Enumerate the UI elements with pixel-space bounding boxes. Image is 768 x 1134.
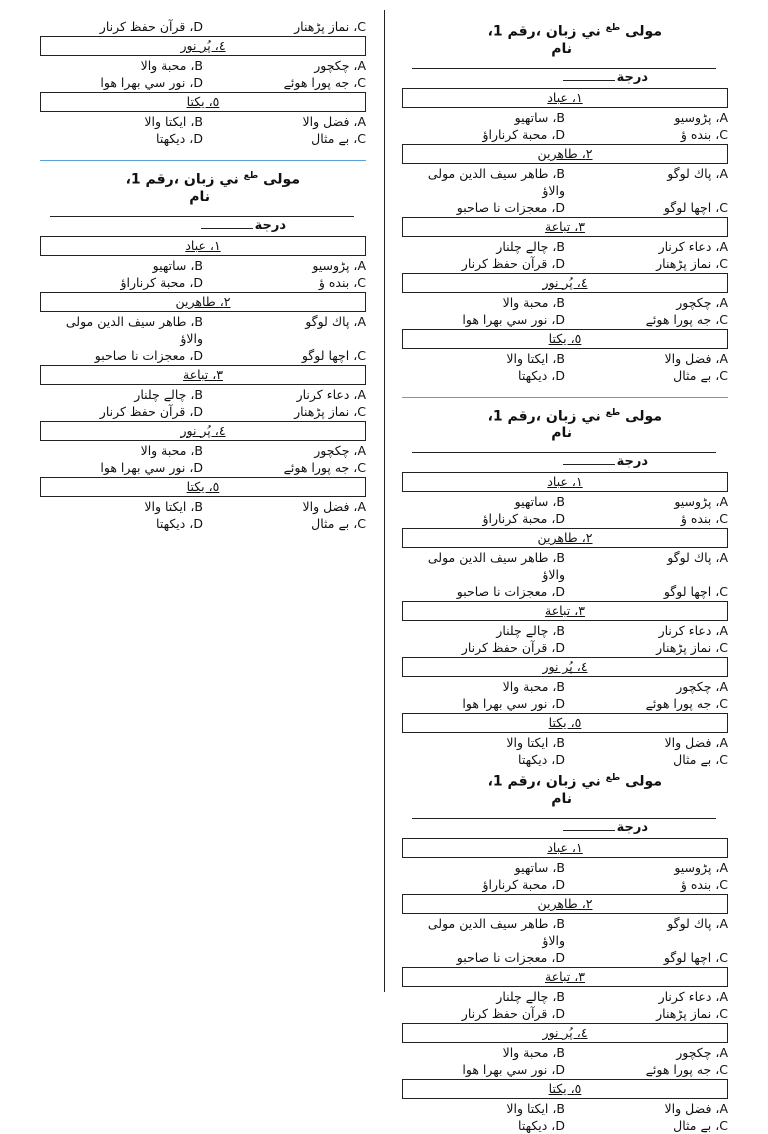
question-title-text: ٢، طاهرين — [537, 145, 593, 161]
quiz-header — [402, 405, 728, 472]
option-b-d: D، محبة كرناراؤ — [120, 274, 203, 290]
option-row — [402, 1100, 728, 1117]
option-row — [40, 113, 366, 130]
option-b-d: D، معجزات نا صاحبو — [94, 347, 203, 363]
question-title-text: ٢، طاهرين — [175, 293, 231, 309]
option-a-c: A، فضل والا — [664, 1100, 728, 1116]
question-title — [402, 329, 728, 349]
option-row — [402, 622, 728, 639]
option-a-c: A، پڑوسيو — [674, 859, 728, 875]
option-b-d: B، محبة والا — [502, 1044, 565, 1060]
question-title-text: ١، عباد — [547, 474, 583, 490]
quiz-block — [40, 168, 366, 532]
title-rest: ني زبان ،رقم 1، — [487, 773, 601, 790]
option-b-d: D، ديكهتا — [518, 367, 565, 383]
option-a-c: C، بنده ؤ — [680, 876, 728, 892]
option-b-d: D، محبة كرناراؤ — [482, 126, 565, 142]
question-section — [402, 88, 728, 143]
option-row — [402, 1005, 728, 1022]
option-a-c: C، بے مثال — [673, 752, 728, 768]
option-a-c: A، پڑوسيو — [674, 109, 728, 125]
option-b-d: D، معجزات نا صاحبو — [456, 584, 565, 600]
quiz-title — [402, 20, 728, 41]
question-section — [402, 1079, 728, 1134]
option-b-d: D، قرآن حفظ كرنار — [99, 19, 203, 34]
option-a-c: C، جه پورا هوئے — [283, 75, 366, 90]
option-row — [402, 734, 728, 751]
option-row — [402, 126, 728, 143]
question-section — [402, 528, 728, 600]
option-b-d: D، نور سي بهرا هوا — [462, 1061, 565, 1077]
option-row — [40, 515, 366, 532]
question-title-text: ٣، تباعة — [545, 218, 585, 234]
option-a-c: A، دعاء كرنار — [658, 988, 728, 1004]
name-label: نام — [551, 790, 572, 807]
option-row — [402, 238, 728, 255]
question-title-text: ١، عباد — [547, 839, 583, 855]
option-b-d: D، قرآن حفظ كرنار — [99, 403, 203, 419]
option-b-d: D، محبة كرناراؤ — [482, 876, 565, 892]
option-b-d: B، چالے چلنار — [496, 988, 565, 1004]
option-b-d: D، ديكهتا — [156, 515, 203, 531]
option-a-c: C، جه پورا هوئے — [645, 696, 728, 712]
option-a-c: C، بے مثال — [673, 1117, 728, 1133]
option-b-d: B، ايكتا والا — [144, 498, 203, 514]
question-section — [40, 421, 366, 476]
option-a-c: C، اچها لوگو — [663, 584, 728, 600]
question-section — [402, 273, 728, 328]
quiz-header — [40, 168, 366, 235]
option-a-c: A، پڑوسيو — [312, 257, 366, 273]
option-b-d: B، ساتهيو — [152, 257, 203, 273]
option-a-c: C، نماز پڑهنار — [656, 640, 728, 656]
option-a-c: A، فضل والا — [302, 498, 366, 514]
name-label: نام — [551, 40, 572, 57]
option-row — [40, 57, 366, 74]
title-main: مولی — [625, 23, 662, 40]
option-row — [40, 347, 366, 364]
option-a-c: A، دعاء كرنار — [658, 623, 728, 639]
grade-blank-line — [563, 80, 615, 81]
option-b-d: B، طاهر سيف الدين مولى والاؤ — [427, 550, 565, 583]
title-superscript: طع — [243, 171, 259, 181]
quiz-header — [402, 770, 728, 837]
question-title-text: ٣، تباعة — [545, 603, 585, 619]
option-row — [40, 386, 366, 403]
question-title-text: ٤، پُر نور — [180, 38, 226, 53]
option-a-c: A، پاك لوگو — [667, 550, 728, 566]
option-row — [402, 639, 728, 656]
question-section — [40, 236, 366, 291]
option-row — [402, 695, 728, 712]
option-b-d: D، معجزات نا صاحبو — [456, 949, 565, 965]
question-section — [40, 36, 366, 91]
grade-row — [402, 453, 728, 471]
option-a-c: C، بے مثال — [673, 367, 728, 383]
grade-label: درجة — [616, 819, 648, 835]
question-title — [40, 36, 366, 56]
option-a-c: A، چكچور — [676, 1044, 728, 1060]
option-b-d: D، محبة كرناراؤ — [482, 511, 565, 527]
option-b-d: D، ديكهتا — [518, 752, 565, 768]
option-a-c: A، دعاء كرنار — [658, 238, 728, 254]
option-row — [402, 549, 728, 583]
question-title-text: ٤، پُر نور — [542, 274, 588, 290]
option-row — [40, 403, 366, 420]
name-label: نام — [189, 188, 210, 205]
question-title-text: ٥، يكتا — [548, 330, 582, 346]
question-title — [40, 236, 366, 256]
option-row — [402, 859, 728, 876]
name-blank-line — [412, 807, 716, 819]
question-title — [402, 713, 728, 733]
option-b-d: B، ايكتا والا — [144, 114, 203, 129]
question-section — [40, 92, 366, 147]
question-title — [40, 292, 366, 312]
option-row — [40, 442, 366, 459]
option-row — [402, 949, 728, 966]
option-b-d: B، ايكتا والا — [506, 1100, 565, 1116]
option-row — [402, 199, 728, 216]
option-row — [402, 165, 728, 199]
option-b-d: D، نور سي بهرا هوا — [462, 696, 565, 712]
grade-label: درجة — [254, 217, 286, 233]
option-a-c: C، نماز پڑهنار — [656, 255, 728, 271]
option-b-d: B، محبة والا — [140, 58, 203, 73]
question-section — [402, 472, 728, 527]
grade-label: درجة — [616, 69, 648, 85]
option-b-d: D، معجزات نا صاحبو — [456, 199, 565, 215]
option-row — [40, 459, 366, 476]
question-title — [402, 472, 728, 492]
option-row — [402, 493, 728, 510]
question-section — [402, 838, 728, 893]
grade-row — [40, 217, 366, 235]
option-a-c: C، نماز پڑهنار — [656, 1005, 728, 1021]
question-section — [402, 713, 728, 768]
option-b-d: D، قرآن حفظ كرنار — [461, 640, 565, 656]
question-title — [402, 967, 728, 987]
option-a-c: A، پاك لوگو — [667, 915, 728, 931]
question-section — [402, 967, 728, 1022]
question-title — [40, 365, 366, 385]
option-row — [402, 988, 728, 1005]
option-a-c: C، بنده ؤ — [680, 126, 728, 142]
quiz-block — [402, 405, 728, 769]
option-row — [40, 18, 366, 35]
option-row — [402, 510, 728, 527]
option-a-c: C، بنده ؤ — [680, 511, 728, 527]
option-b-d: B، چالے چلنار — [134, 386, 203, 402]
option-row — [402, 255, 728, 272]
question-section — [402, 894, 728, 966]
question-title-text: ٢، طاهرين — [537, 530, 593, 546]
quiz-block-tail — [40, 18, 366, 147]
question-title — [402, 657, 728, 677]
option-b-d: D، قرآن حفظ كرنار — [461, 255, 565, 271]
grade-blank-line — [201, 228, 253, 229]
option-b-d: B، محبة والا — [140, 442, 203, 458]
question-title — [402, 88, 728, 108]
option-b-d: B، طاهر سيف الدين مولى والاؤ — [427, 915, 565, 948]
question-title — [402, 601, 728, 621]
option-b-d: B، ساتهيو — [514, 109, 565, 125]
name-blank-line — [412, 57, 716, 69]
question-title — [402, 144, 728, 164]
question-title-text: ٥، يكتا — [548, 715, 582, 731]
option-a-c: A، فضل والا — [302, 114, 366, 129]
question-title-text: ٤، پُر نور — [180, 422, 226, 438]
question-section — [40, 365, 366, 420]
name-blank-line — [412, 441, 716, 453]
option-a-c: C، جه پورا هوئے — [645, 1061, 728, 1077]
question-section — [40, 292, 366, 364]
title-superscript: طع — [605, 23, 621, 33]
block-separator — [40, 160, 366, 161]
question-title-text: ٣، تباعة — [183, 366, 223, 382]
quiz-title — [402, 405, 728, 426]
option-b-d: B، محبة والا — [502, 294, 565, 310]
option-a-c: C، جه پورا هوئے — [283, 459, 366, 475]
question-section — [402, 1023, 728, 1078]
question-section — [402, 144, 728, 216]
option-a-c: C، بے مثال — [311, 515, 366, 531]
question-title — [402, 1023, 728, 1043]
option-b-d: B، محبة والا — [502, 679, 565, 695]
option-a-c: C، جه پورا هوئے — [645, 311, 728, 327]
question-title-text: ١، عباد — [185, 237, 221, 253]
question-section — [402, 217, 728, 272]
option-row — [40, 313, 366, 347]
question-title-text: ٤، پُر نور — [542, 659, 588, 675]
option-b-d: D، نور سي بهرا هوا — [100, 459, 203, 475]
option-a-c: C، نماز پڑهنار — [294, 19, 366, 34]
option-b-d: B، ايكتا والا — [506, 350, 565, 366]
title-superscript: طع — [605, 773, 621, 784]
question-title-text: ٣، تباعة — [545, 968, 585, 984]
option-a-c: C، بے مثال — [311, 131, 366, 146]
option-b-d: B، ساتهيو — [514, 494, 565, 510]
title-main: مولی — [625, 773, 662, 790]
option-b-d: D، نور سي بهرا هوا — [100, 75, 203, 90]
question-title-text: ٤، پُر نور — [542, 1024, 588, 1040]
option-a-c: A، چكچور — [314, 58, 366, 73]
quiz-title — [40, 168, 366, 189]
grade-label: درجة — [616, 454, 648, 470]
title-rest: ني زبان ،رقم 1، — [487, 408, 601, 425]
option-row — [402, 350, 728, 367]
option-row — [402, 678, 728, 695]
option-b-d: B، ساتهيو — [514, 859, 565, 875]
option-row — [40, 130, 366, 147]
option-row — [402, 1117, 728, 1134]
question-section — [40, 477, 366, 532]
option-a-c: A، فضل والا — [664, 350, 728, 366]
option-b-d: B، طاهر سيف الدين مولى والاؤ — [65, 313, 203, 346]
question-title-text: ٥، يكتا — [186, 478, 220, 494]
quiz-block — [402, 770, 728, 1134]
grade-row — [402, 819, 728, 837]
title-rest: ني زبان ،رقم 1، — [487, 23, 601, 40]
option-row — [402, 294, 728, 311]
question-section — [402, 329, 728, 384]
question-title-text: ٢، طاهرين — [537, 895, 593, 911]
option-row — [402, 876, 728, 893]
title-main: مولی — [625, 408, 662, 425]
option-a-c: A، پاك لوگو — [305, 313, 366, 329]
option-row — [402, 1044, 728, 1061]
column-divider — [384, 10, 385, 992]
grade-blank-line — [563, 830, 615, 831]
grade-blank-line — [563, 464, 615, 465]
option-a-c: C، بنده ؤ — [318, 274, 366, 290]
option-a-c: C، اچها لوگو — [301, 347, 366, 363]
quiz-header — [402, 20, 728, 87]
question-title — [402, 838, 728, 858]
option-row — [40, 498, 366, 515]
question-title — [402, 217, 728, 237]
option-a-c: C، اچها لوگو — [663, 199, 728, 215]
option-a-c: A، چكچور — [314, 442, 366, 458]
option-row — [40, 257, 366, 274]
question-title — [40, 477, 366, 497]
question-section — [402, 657, 728, 712]
option-b-d: B، چالے چلنار — [496, 238, 565, 254]
option-a-c: A، فضل والا — [664, 735, 728, 751]
quiz-title — [402, 770, 728, 791]
question-title-text: ١، عباد — [547, 89, 583, 105]
question-title — [402, 894, 728, 914]
grade-row — [402, 69, 728, 87]
option-a-c: C، نماز پڑهنار — [294, 403, 366, 419]
option-b-d: D، قرآن حفظ كرنار — [461, 1005, 565, 1021]
option-a-c: A، پڑوسيو — [674, 494, 728, 510]
option-row — [402, 311, 728, 328]
quiz-block — [402, 20, 728, 384]
option-b-d: D، ديكهتا — [156, 131, 203, 146]
option-a-c: A، چكچور — [676, 679, 728, 695]
name-label: نام — [551, 425, 572, 442]
left-column — [40, 18, 366, 538]
option-b-d: B، چالے چلنار — [496, 623, 565, 639]
title-rest: ني زبان ،رقم 1، — [125, 171, 239, 188]
right-column — [402, 20, 728, 1133]
block-separator — [402, 397, 728, 398]
option-row — [40, 74, 366, 91]
question-title — [40, 92, 366, 112]
question-title — [402, 528, 728, 548]
title-superscript: طع — [605, 407, 621, 418]
option-row — [40, 274, 366, 291]
option-row — [402, 1061, 728, 1078]
option-row — [402, 109, 728, 126]
question-title — [402, 1079, 728, 1099]
question-title-text: ٥، يكتا — [186, 94, 220, 109]
option-b-d: D، نور سي بهرا هوا — [462, 311, 565, 327]
option-a-c: A، دعاء كرنار — [296, 386, 366, 402]
name-blank-line — [50, 205, 354, 217]
option-row — [402, 583, 728, 600]
option-row — [402, 367, 728, 384]
option-row — [402, 915, 728, 949]
option-a-c: C، اچها لوگو — [663, 949, 728, 965]
option-b-d: B، طاهر سيف الدين مولى والاؤ — [427, 165, 565, 198]
question-title — [402, 273, 728, 293]
question-title-text: ٥، يكتا — [548, 1080, 582, 1096]
title-main: مولی — [263, 171, 300, 188]
question-title — [40, 421, 366, 441]
option-a-c: A، چكچور — [676, 294, 728, 310]
option-b-d: D، ديكهتا — [518, 1117, 565, 1133]
option-b-d: B، ايكتا والا — [506, 735, 565, 751]
option-row — [402, 751, 728, 768]
question-section — [402, 601, 728, 656]
option-a-c: A، پاك لوگو — [667, 165, 728, 181]
